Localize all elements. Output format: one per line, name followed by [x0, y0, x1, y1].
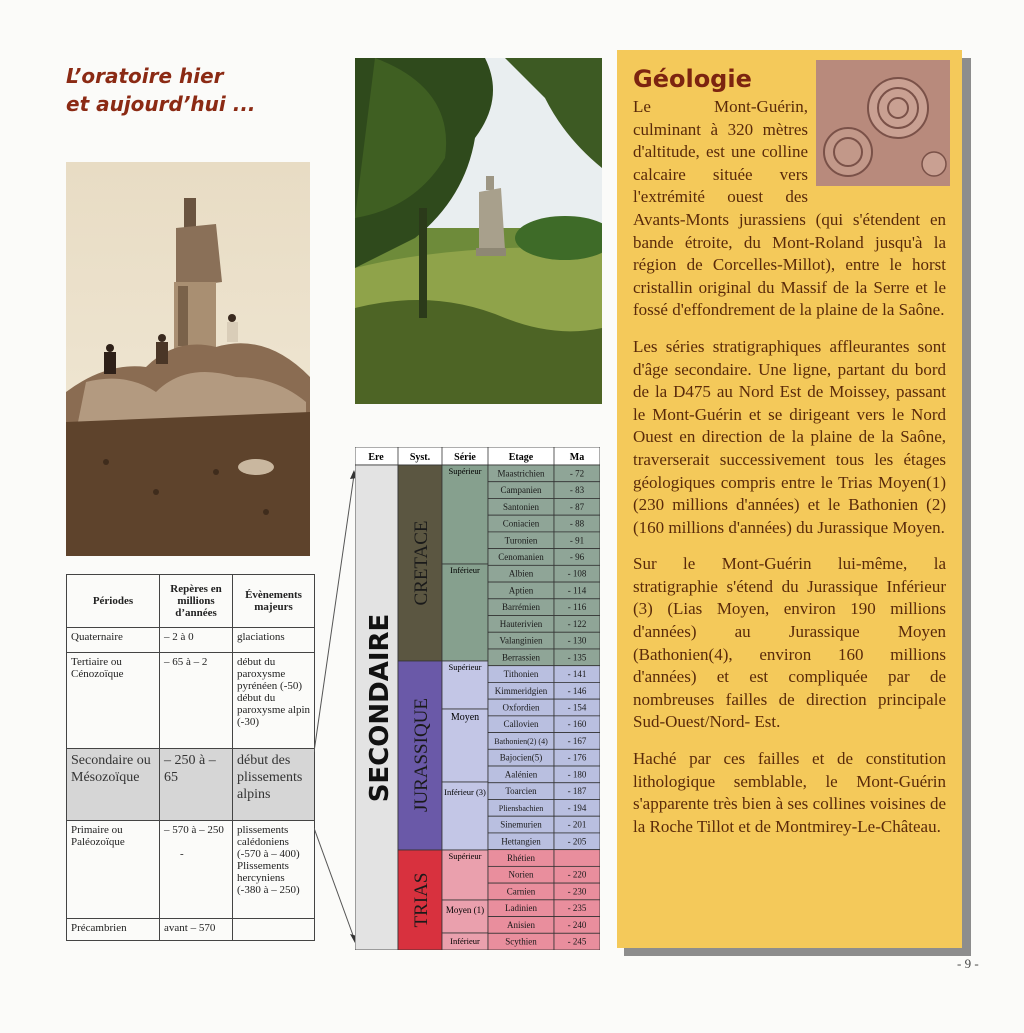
series-label: Inférieur (3) — [444, 787, 486, 797]
system-label-cretace: CRETACE — [411, 520, 432, 606]
periods-header-mark: Repères en millions d’années — [160, 575, 233, 628]
stage-name: Sinemurien — [500, 819, 542, 830]
stage-row — [488, 883, 600, 900]
stage-name: Maastrichien — [497, 468, 545, 479]
heading-line-2: et aujourd’hui ... — [66, 92, 256, 116]
stage-name: Campanien — [500, 485, 542, 496]
stage-name: Ladinien — [505, 903, 537, 914]
stage-name: Aalénien — [504, 769, 538, 780]
stage-name: Aptien — [508, 585, 534, 596]
stage-name: Santonien — [503, 501, 539, 512]
events-cell — [233, 919, 315, 941]
series-label: Moyen (1) — [445, 905, 485, 915]
stage-name: Carnien — [506, 886, 536, 897]
stage-ma: - 96 — [569, 551, 585, 562]
stage-ma: - 167 — [567, 735, 587, 746]
stage-name: Anisien — [507, 919, 535, 930]
stage-name: Norien — [508, 869, 534, 880]
stage-row — [488, 498, 600, 515]
stage-ma: - 245 — [567, 936, 587, 947]
stage-row — [488, 515, 600, 532]
ammonite-fossil-image — [816, 60, 950, 186]
geology-paragraph-3: Sur le Mont-Guérin lui-même, la stratigraphie s'étend du Jurassique Inférieur (3) (Lias Moyen, environ 190 millions d'années) au Jurassique Moyen (Bathonien(4), environ 160 millions d'années) et est compliquée par de nombreuses failles de direction principale Sud-Ouest/Nord- Est. — [633, 554, 946, 732]
stage-name: Barrémien — [502, 602, 540, 613]
stage-name: Albien — [508, 568, 534, 579]
period-cell: Primaire ou Paléozoïque — [67, 821, 160, 919]
stage-ma: - 83 — [569, 485, 585, 496]
stage-row — [488, 565, 600, 582]
period-cell: Quaternaire — [67, 628, 160, 653]
mark-extra: - — [180, 848, 184, 860]
stage-row — [488, 682, 600, 699]
stage-ma: - 135 — [567, 652, 587, 663]
stage-ma: - 187 — [567, 786, 587, 797]
stage-row — [488, 900, 600, 917]
stage-row — [488, 549, 600, 566]
stage-row — [488, 666, 600, 683]
mark-cell: – 2 à 0 — [160, 628, 233, 653]
stage-ma: - 194 — [567, 802, 587, 813]
periods-header-period: Périodes — [67, 575, 160, 628]
series-label: Inférieur — [450, 565, 480, 575]
period-cell: Précambrien — [67, 919, 160, 941]
stage-name: Scythien — [505, 936, 537, 947]
stage-ma: - 176 — [567, 752, 587, 763]
stage-name: Callovien — [503, 719, 539, 730]
page-number: - 9 - — [957, 956, 979, 971]
stage-ma: - 160 — [567, 719, 587, 730]
stage-ma: - 88 — [569, 518, 585, 529]
stage-row — [488, 532, 600, 549]
stage-row — [488, 866, 600, 883]
mark-cell — [160, 821, 233, 919]
stage-name: Pliensbachien — [498, 803, 544, 813]
geology-paragraph-2: Les séries stratigraphiques affleurantes sont d'âge secondaire. Une ligne, partant du bord de la D475 au Nord Est de Moissey, passant le Mont-Guérin et se dirigeant vers le Nord Ouest en direction de la plaine de la Saône, traverserait successivement tous les étages géologiques compris entre le Trias Moyen(1) (230 millions d'années) et le Bathonien (2) (160 millions d'années) du Jurassique Moyen. — [633, 336, 946, 537]
era-label: SECONDAIRE — [365, 613, 395, 803]
table-row — [67, 821, 315, 919]
mark-cell: – 65 à – 2 — [160, 653, 233, 749]
stage-ma: - 141 — [567, 669, 587, 680]
stage-ma: - 146 — [567, 685, 587, 696]
mark-cell: avant – 570 — [160, 919, 233, 941]
stage-ma: - 122 — [567, 618, 587, 629]
series-label: Supérieur — [448, 466, 482, 476]
stage-name: Cenomanien — [498, 551, 544, 562]
period-cell: Secondaire ou Mésozoïque — [67, 749, 160, 821]
series-label: Moyen — [450, 712, 480, 723]
stage-name: Coniacien — [502, 518, 540, 529]
stage-row — [488, 716, 600, 733]
stage-ma: - 235 — [567, 903, 587, 914]
stage-name: Turonien — [504, 535, 538, 546]
stage-row — [488, 465, 600, 482]
stage-ma: - 154 — [567, 702, 587, 713]
periods-table — [66, 574, 315, 941]
system-label-trias: TRIAS — [411, 872, 432, 928]
stage-name: Toarcien — [505, 786, 537, 797]
stage-row — [488, 733, 600, 750]
current-oratory-photo — [355, 58, 602, 404]
stage-ma: - 230 — [567, 886, 587, 897]
page-heading — [66, 62, 326, 118]
table-row — [67, 749, 315, 821]
stage-row — [488, 833, 600, 850]
events-cell: début des plissements alpins — [233, 749, 315, 821]
stage-row — [488, 799, 600, 816]
stage-row — [488, 482, 600, 499]
mark-cell: – 250 à – 65 — [160, 749, 233, 821]
stage-ma: - 180 — [567, 769, 587, 780]
stage-row — [488, 933, 600, 950]
periods-header-events: Évènements majeurs — [233, 575, 315, 628]
stage-name: Valanginien — [499, 635, 543, 646]
stage-ma: - 130 — [567, 635, 587, 646]
strat-header-series: Série — [454, 452, 476, 463]
stage-name: Oxfordien — [502, 702, 540, 713]
geology-paragraph-1: Le Mont-Guérin, culminant à 320 mètres d'altitude, est une colline calcaire située vers l'extrémité ouest des Avants-Monts jurassiens (qui s'étendent en bande étroite, du Mont-Roland jusqu'à la région de Corcelles-Millot), entre le horst cristallin original du Massif de la Serre et le fossé d'effondrement de la plaine de la Saône. — [633, 97, 946, 320]
system-label-jurassique: JURASSIQUE — [411, 697, 432, 813]
mark-value: – 570 à – 250 — [164, 824, 224, 836]
stage-row — [488, 632, 600, 649]
heading-line-1: L’oratoire hier — [66, 64, 224, 88]
stage-name: Tithonien — [503, 669, 539, 680]
stage-row — [488, 649, 600, 666]
periods-table-header — [67, 575, 315, 628]
series-label: Inférieur — [450, 936, 480, 946]
stage-ma: - 205 — [567, 836, 587, 847]
events-cell: glaciations — [233, 628, 315, 653]
stage-ma: - 114 — [567, 585, 587, 596]
strat-header-system: Syst. — [409, 452, 431, 463]
strat-header-era: Ere — [368, 452, 384, 463]
stage-row — [488, 616, 600, 633]
stage-name: Hettangien — [501, 836, 541, 847]
events-cell: plissements calédoniens (-570 à – 400) Plissements hercyniens (-380 à – 250) — [233, 821, 315, 919]
stage-ma: - 87 — [569, 501, 585, 512]
strat-header-ma: Ma — [569, 452, 585, 463]
stage-name: Bathonien(2) (4) — [494, 736, 548, 746]
stage-ma: - 72 — [569, 468, 585, 479]
stage-row — [488, 749, 600, 766]
old-oratory-photo — [66, 162, 310, 556]
period-cell: Tertiaire ou Cénozoïque — [67, 653, 160, 749]
stage-row — [488, 766, 600, 783]
stage-ma: - 240 — [567, 919, 587, 930]
stage-ma: - 201 — [567, 819, 587, 830]
stage-ma: - 108 — [567, 568, 587, 579]
stage-row — [488, 699, 600, 716]
geology-paragraph-4: Haché par ces failles et de constitution lithologique semblable, le Mont-Guérin s'apparente très bien à ses collines voisines de la Roche Tillot et de Montmirey-Le-Château. — [633, 749, 946, 836]
events-cell: début du paroxysme pyrénéen (-50) début du paroxysme alpin (-30) — [233, 653, 315, 749]
connector-lines — [314, 460, 359, 950]
series-label: Supérieur — [448, 662, 482, 672]
stage-name: Rhétien — [507, 853, 535, 864]
geology-title: Géologie — [633, 65, 752, 93]
stage-name: Kimmeridgien — [494, 685, 548, 696]
strat-header-stage: Etage — [508, 452, 534, 463]
stage-name: Bajocien(5) — [499, 752, 543, 763]
stage-row — [488, 850, 600, 867]
stage-ma: - 116 — [567, 602, 587, 613]
stage-row — [488, 816, 600, 833]
geology-box — [617, 50, 962, 948]
stage-row — [488, 599, 600, 616]
table-row — [67, 919, 315, 941]
stage-name: Hauterivien — [499, 618, 543, 629]
stage-ma: - 91 — [569, 535, 585, 546]
stage-row — [488, 783, 600, 800]
stage-row — [488, 917, 600, 934]
series-label: Supérieur — [448, 851, 482, 861]
stage-name: Berrassien — [502, 652, 540, 663]
stage-ma: - 220 — [567, 869, 587, 880]
table-row — [67, 628, 315, 653]
table-row — [67, 653, 315, 749]
stage-row — [488, 582, 600, 599]
stratigraphy-chart — [355, 447, 600, 950]
